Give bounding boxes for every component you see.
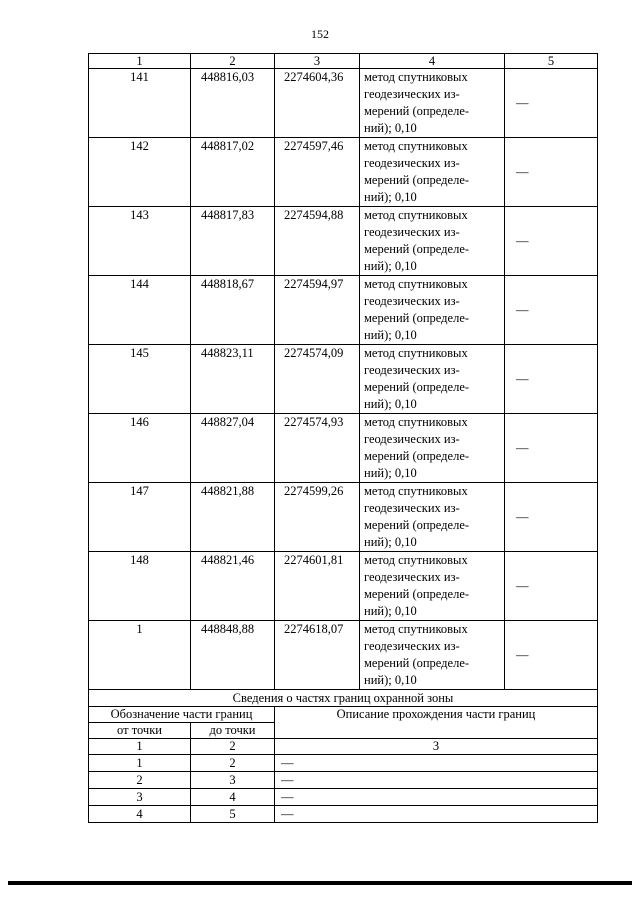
point-number: 144: [89, 276, 191, 345]
coord-x: 448821,88: [191, 483, 275, 552]
method-description: [360, 138, 505, 207]
method-description-line: ний); 0,10: [364, 190, 417, 204]
coord-x: 448821,46: [191, 552, 275, 621]
method-description-line: метод спутниковых: [364, 415, 468, 429]
column-number-row: [89, 54, 598, 69]
method-description-line: метод спутниковых: [364, 553, 468, 567]
section-title: Сведения о частях границ охранной зоны: [89, 690, 598, 707]
method-description-line: метод спутниковых: [364, 346, 468, 360]
col-header-2: 2: [191, 54, 275, 69]
coord-y: 2274597,46: [275, 138, 360, 207]
method-description-line: ний); 0,10: [364, 328, 417, 342]
parts-col-num-3: 3: [275, 739, 598, 755]
part-from: 3: [89, 789, 191, 806]
point-note: —: [505, 552, 598, 621]
method-description-line: метод спутниковых: [364, 622, 468, 636]
method-description-line: мерений (определе-: [364, 242, 470, 256]
method-description-line: ний); 0,10: [364, 397, 417, 411]
part-to: 5: [191, 806, 275, 823]
from-point-header: от точки: [89, 723, 191, 739]
part-from: 1: [89, 755, 191, 772]
point-number: 148: [89, 552, 191, 621]
method-description: [360, 207, 505, 276]
method-description: [360, 276, 505, 345]
method-description-line: геодезических из-: [364, 294, 460, 308]
method-description: [360, 345, 505, 414]
page-number: 152: [311, 27, 329, 41]
method-description-line: геодезических из-: [364, 501, 460, 515]
part-row: [89, 789, 598, 806]
point-note: —: [505, 276, 598, 345]
coord-y: 2274618,07: [275, 621, 360, 690]
method-description-line: геодезических из-: [364, 432, 460, 446]
bottom-rule: [8, 881, 632, 885]
part-row: [89, 755, 598, 772]
method-description-line: мерений (определе-: [364, 656, 470, 670]
part-description: —: [275, 806, 598, 823]
method-description-line: метод спутниковых: [364, 70, 468, 84]
method-description-line: ний); 0,10: [364, 535, 417, 549]
parts-column-number-row: [89, 739, 598, 755]
point-number: 141: [89, 69, 191, 138]
method-description-line: геодезических из-: [364, 639, 460, 653]
method-description-line: мерений (определе-: [364, 587, 470, 601]
col-header-3: 3: [275, 54, 360, 69]
method-description-line: мерений (определе-: [364, 449, 470, 463]
coordinates-table: [88, 53, 598, 823]
point-row: [89, 276, 598, 345]
col-header-5: 5: [505, 54, 598, 69]
part-description: —: [275, 789, 598, 806]
method-description-line: метод спутниковых: [364, 139, 468, 153]
point-note: —: [505, 414, 598, 483]
coord-x: 448823,11: [191, 345, 275, 414]
method-description-line: геодезических из-: [364, 225, 460, 239]
method-description-line: ний); 0,10: [364, 259, 417, 273]
method-description-line: геодезических из-: [364, 87, 460, 101]
point-number: 143: [89, 207, 191, 276]
point-note: —: [505, 483, 598, 552]
coord-x: 448827,04: [191, 414, 275, 483]
col-header-4: 4: [360, 54, 505, 69]
part-description: —: [275, 772, 598, 789]
method-description-line: ний); 0,10: [364, 673, 417, 687]
point-note: —: [505, 621, 598, 690]
method-description-line: геодезических из-: [364, 363, 460, 377]
method-description-line: мерений (определе-: [364, 380, 470, 394]
col-header-1: 1: [89, 54, 191, 69]
to-point-header: до точки: [191, 723, 275, 739]
method-description: [360, 483, 505, 552]
coord-x: 448817,02: [191, 138, 275, 207]
point-number: 142: [89, 138, 191, 207]
method-description-line: ний); 0,10: [364, 121, 417, 135]
part-to: 3: [191, 772, 275, 789]
method-description-line: ний); 0,10: [364, 466, 417, 480]
part-row: [89, 806, 598, 823]
designation-header: Обозначение части границ: [89, 707, 275, 723]
method-description-line: мерений (определе-: [364, 173, 470, 187]
point-number: 146: [89, 414, 191, 483]
coord-y: 2274574,09: [275, 345, 360, 414]
point-row: [89, 552, 598, 621]
coord-y: 2274594,97: [275, 276, 360, 345]
point-note: —: [505, 207, 598, 276]
point-note: —: [505, 69, 598, 138]
coord-x: 448816,03: [191, 69, 275, 138]
parts-col-num-1: 1: [89, 739, 191, 755]
point-number: 147: [89, 483, 191, 552]
part-to: 4: [191, 789, 275, 806]
part-to: 2: [191, 755, 275, 772]
method-description-line: метод спутниковых: [364, 208, 468, 222]
point-row: [89, 138, 598, 207]
coord-y: 2274594,88: [275, 207, 360, 276]
coord-y: 2274601,81: [275, 552, 360, 621]
method-description-line: ний); 0,10: [364, 604, 417, 618]
part-from: 2: [89, 772, 191, 789]
method-description-line: метод спутниковых: [364, 277, 468, 291]
coord-x: 448818,67: [191, 276, 275, 345]
point-note: —: [505, 345, 598, 414]
method-description-line: мерений (определе-: [364, 104, 470, 118]
coord-x: 448848,88: [191, 621, 275, 690]
coord-y: 2274574,93: [275, 414, 360, 483]
section-title-row: [89, 690, 598, 707]
method-description-line: геодезических из-: [364, 570, 460, 584]
point-row: [89, 207, 598, 276]
coord-x: 448817,83: [191, 207, 275, 276]
method-description-line: мерений (определе-: [364, 518, 470, 532]
description-header: Описание прохождения части границ: [275, 707, 598, 739]
point-row: [89, 69, 598, 138]
point-note: —: [505, 138, 598, 207]
method-description: [360, 69, 505, 138]
method-description: [360, 621, 505, 690]
point-number: 1: [89, 621, 191, 690]
method-description: [360, 552, 505, 621]
part-from: 4: [89, 806, 191, 823]
method-description: [360, 414, 505, 483]
point-number: 145: [89, 345, 191, 414]
point-row: [89, 345, 598, 414]
parts-header-row: [89, 707, 598, 723]
method-description-line: геодезических из-: [364, 156, 460, 170]
coord-y: 2274604,36: [275, 69, 360, 138]
parts-col-num-2: 2: [191, 739, 275, 755]
point-row: [89, 414, 598, 483]
part-row: [89, 772, 598, 789]
part-description: —: [275, 755, 598, 772]
method-description-line: мерений (определе-: [364, 311, 470, 325]
coord-y: 2274599,26: [275, 483, 360, 552]
point-row: [89, 483, 598, 552]
point-row: [89, 621, 598, 690]
method-description-line: метод спутниковых: [364, 484, 468, 498]
